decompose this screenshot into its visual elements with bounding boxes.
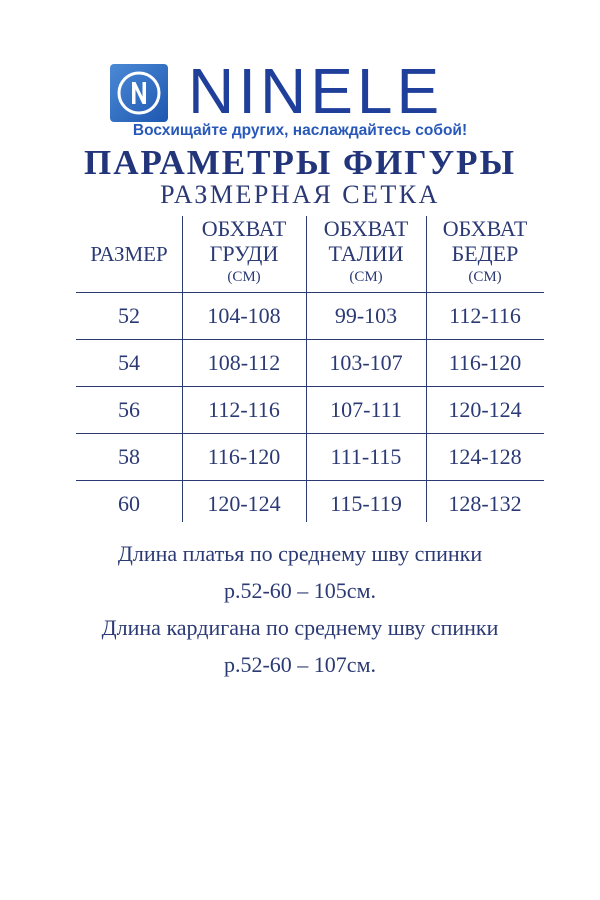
cell-size: 60 <box>118 491 140 516</box>
cell-waist: 107-111 <box>330 397 402 422</box>
cell-hips: 112-116 <box>449 303 521 328</box>
cell-size: 58 <box>118 444 140 469</box>
header-hips-line1: ОБХВАТ <box>442 216 528 241</box>
table-row <box>76 339 544 386</box>
header-chest-line1: ОБХВАТ <box>201 216 287 241</box>
header-hips <box>426 216 544 292</box>
table-header <box>76 216 544 292</box>
header-hips-unit: (СМ) <box>468 269 502 285</box>
header-chest <box>182 216 306 292</box>
cell-waist: 115-119 <box>330 491 402 516</box>
cell-size: 52 <box>118 303 140 328</box>
cardigan-length-value: р.52-60 – 107см. <box>223 652 376 677</box>
cell-waist: 103-107 <box>329 350 403 375</box>
cell-size: 56 <box>118 397 140 422</box>
dress-length-note: Длина платья по среднему шву спинки <box>117 541 483 566</box>
brand-slogan: Восхищайте других, наслаждайтесь собой! <box>132 122 468 139</box>
header-waist <box>306 216 426 292</box>
header-waist-unit: (СМ) <box>349 269 383 285</box>
cardigan-length-note: Длина кардигана по среднему шву спинки <box>101 615 499 640</box>
size-table <box>76 216 544 527</box>
cell-hips: 128-132 <box>448 491 522 516</box>
header-chest-line2: ГРУДИ <box>209 241 279 266</box>
table-row <box>76 480 544 527</box>
brand-name: NINELE <box>188 55 444 127</box>
header-hips-line2: БЕДЕР <box>451 241 519 266</box>
table-row <box>76 433 544 480</box>
cell-chest: 120-124 <box>207 491 281 516</box>
cell-chest: 116-120 <box>207 444 281 469</box>
page-title: ПАРАМЕТРЫ ФИГУРЫ <box>84 143 516 182</box>
dress-length-value: р.52-60 – 105см. <box>223 578 376 603</box>
page-subtitle: РАЗМЕРНАЯ СЕТКА <box>160 180 440 209</box>
cell-size: 54 <box>118 350 140 375</box>
table-row <box>76 386 544 433</box>
brand-logo <box>110 55 510 127</box>
cell-chest: 108-112 <box>207 350 281 375</box>
cell-hips: 120-124 <box>448 397 522 422</box>
header-chest-unit: (СМ) <box>227 269 261 285</box>
cell-chest: 112-116 <box>208 397 280 422</box>
cell-hips: 124-128 <box>448 444 522 469</box>
header-size: РАЗМЕР <box>90 242 168 266</box>
cell-waist: 99-103 <box>334 303 398 328</box>
brand-logo-mark <box>110 64 168 122</box>
cell-chest: 104-108 <box>207 303 281 328</box>
cell-hips: 116-120 <box>448 350 522 375</box>
table-row <box>76 292 544 339</box>
header-waist-line2: ТАЛИИ <box>328 241 404 266</box>
header-waist-line1: ОБХВАТ <box>323 216 409 241</box>
cell-waist: 111-115 <box>330 444 402 469</box>
